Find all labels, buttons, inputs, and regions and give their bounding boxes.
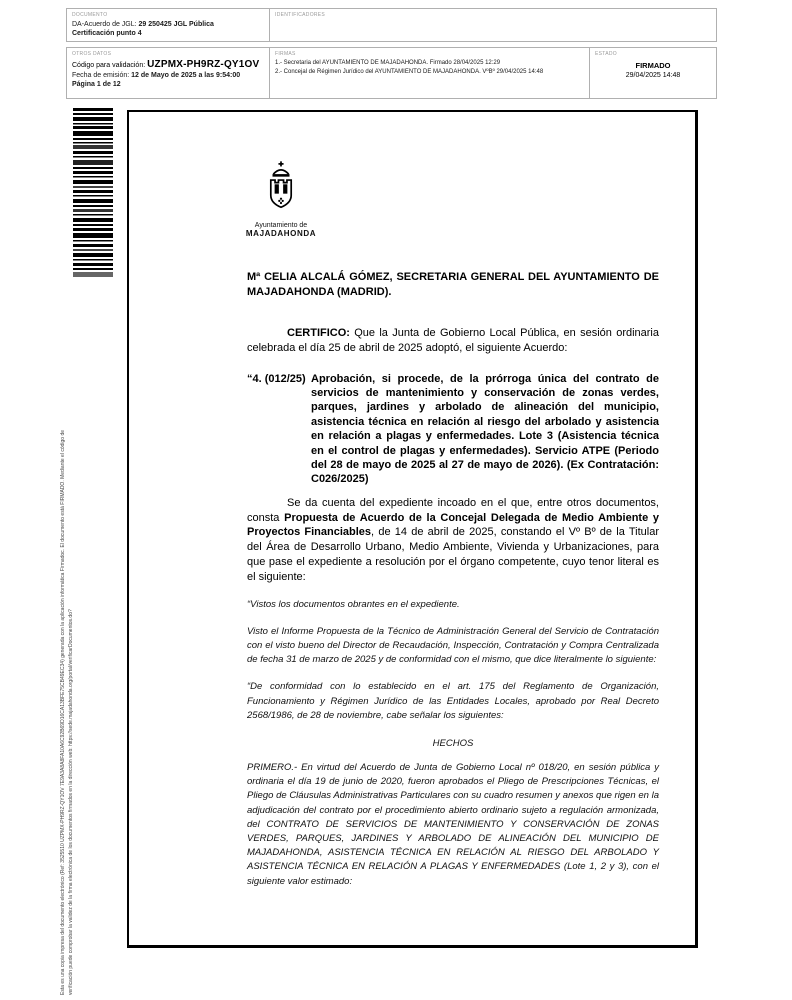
documento-line1: DA-Acuerdo de JGL: 29 250425 JGL Pública <box>72 21 214 28</box>
estado-label: ESTADO <box>595 51 617 57</box>
expediente-paragraph: Se da cuenta del expediente incoado en el que, entre otros documentos, consta Propuesta de Acuerdo de la Concejal Delegada de Medio Ambiente y Proyectos Financiables, de 14 de abril de 2025, constando el Vº Bº de la Titular del Área de Desarrollo Urbano, Medio Ambiente, Vivienda y Urbanizaciones, para que pase el expediente a resolución por el órgano competente, cuyo tenor literal es el siguiente: <box>247 496 660 583</box>
header-document-box <box>66 8 717 42</box>
otros-datos-cell <box>67 48 269 98</box>
certifico-paragraph: CERTIFICO: Que la Junta de Gobierno Local Pública, en sesión ordinaria celebrada el día 25 de abril de 2025 adoptó, el siguiente Acuerdo: <box>247 327 659 354</box>
fecha-emision: Fecha de emisión: 12 de Mayo de 2025 a las 9:54:00 <box>72 72 241 79</box>
verification-side-text <box>60 285 78 995</box>
secretary-heading: Mª CELIA ALCALÁ GÓMEZ, SECRETARIA GENERAL DEL AYUNTAMIENTO DE MAJADAHONDA (MADRID). <box>247 271 659 298</box>
agreement-item-number: “4. (012/25) <box>247 372 306 385</box>
estado-cell <box>589 48 716 98</box>
documento-cell <box>67 9 269 41</box>
estado-datetime: 29/04/2025 14:48 <box>625 72 681 79</box>
firmas-cell <box>269 48 589 98</box>
coat-of-arms <box>244 158 318 238</box>
agreement-item-text: Aprobación, si procede, de la prórroga única del contrato de servicios de mantenimiento y conservación de zonas verdes, parques, jardines y arbolado de alineación del municipio, asistencia técnica en relación al riesgo del arbolado y asistencia en relación a plagas y enfermedades. Lote 3 (Asistencia técnica en el control de plagas y enfermedades). Servicio ATPE (Periodo del 28 de mayo de 2025 al 27 de mayo de 2026). (Ex Contratación: C026/2025) <box>311 372 659 486</box>
side-text-line1: Esta es una copia impresa del documento electrónico (Ref: 3525510 UZPMX-PH9RZ-QY1OV 7E9A3A8A8FA10A6C92B69D16CA13BFE75CB49EC34) generada con la aplicación informática Firmadoc. El documento está FIRMADO. Mediante el código de <box>60 429 66 995</box>
firmas-label: FIRMAS <box>275 51 296 57</box>
estado-status: FIRMADO <box>635 61 671 70</box>
agreement-item <box>247 372 659 487</box>
side-text-line2: verificación puede comprobar la validez de la firma electrónica de los documentos firmados en la dirección web: https://sede.majadahonda.org/portal/verificarDocumentos.do? <box>67 609 74 995</box>
barcode <box>73 108 113 277</box>
documento-line2: Certificación punto 4 <box>72 30 142 37</box>
quote-conformidad: “De conformidad con lo establecido en el art. 175 del Reglamento de Organización, Funcionamiento y Régimen Jurídico de las Entidades Locales, aprobado por Real Decreto 2568/1986, de 28 de noviembre, cabe señalar los siguientes: <box>247 681 659 721</box>
logo-org-line1: Ayuntamiento de <box>254 222 308 229</box>
pagina-indicator: Página 1 de 12 <box>72 81 121 88</box>
certifico-keyword: CERTIFICO: <box>287 327 350 339</box>
primero-paragraph: PRIMERO.- En virtud del Acuerdo de Junta de Gobierno Local nº 018/20, en sesión pública y ordinaria el día 19 de junio de 2020, fueron aprobados el Pliego de Prescripciones Técnicas, el Pliego de Cláusulas Administrativas Particulares con su cuadro resumen y anexos que rigen en la adjudicación del contrato por el procedimiento abierto ordinario sujeto a regulación armonizada, del CONTRATO DE SERVICIOS DE MANTENIMIENTO Y CONSERVACIÓN DE ZONAS VERDES, PARQUES, JARDINES Y ARBOLADO DE ALINEACIÓN DEL MUNICIPIO DE MAJADAHONDA, ASISTENCIA TÉCNICA EN RELACIÓN AL RIESGO DEL ARBOLADO Y ASISTENCIA TÉCNICA EN RELACIÓN A PLAGAS Y ENFERMEDADES (Lote 1, 2 y 3), con el siguiente valor estimado: <box>247 762 659 887</box>
otros-datos-label: OTROS DATOS <box>72 51 112 57</box>
identificadores-cell <box>269 9 716 41</box>
firma-line-1: 1.- Secretaria del AYUNTAMIENTO DE MAJADAHONDA. Firmado 28/04/2025 12:29 <box>275 60 501 66</box>
documento-label: DOCUMENTO <box>72 12 108 18</box>
logo-org-line2: MAJADAHONDA <box>245 229 317 238</box>
quote-vistos: “Vistos los documentos obrantes en el expediente. <box>247 598 460 610</box>
propuesta-bold: Propuesta de Acuerdo de la Concejal Delegada de Medio Ambiente y Proyectos Financiables <box>247 511 660 539</box>
codigo-value: UZPMX-PH9RZ-QY1OV <box>147 59 260 70</box>
document-frame <box>127 110 698 948</box>
majadahonda-crest-icon <box>264 158 298 214</box>
header-meta-box <box>66 47 717 99</box>
hechos-heading: HECHOS <box>432 738 474 750</box>
quote-informe: Visto el Informe Propuesta de la Técnico de Administración General del Servicio de Contratación con el visto bueno del Director de Recaudación, Inspección, Contratación y Compra Centralizada de fecha 31 de marzo de 2025 y de conformidad con el mismo, que dice literalmente lo siguiente: <box>247 625 659 666</box>
identificadores-label: IDENTIFICADORES <box>275 12 326 18</box>
firma-line-2: 2.- Concejal de Régimen Jurídico del AYUNTAMIENTO DE MAJADAHONDA. VºBº 29/04/2025 14:48 <box>275 68 544 75</box>
codigo-validacion: Código para validación: UZPMX-PH9RZ-QY1OV <box>72 59 260 70</box>
